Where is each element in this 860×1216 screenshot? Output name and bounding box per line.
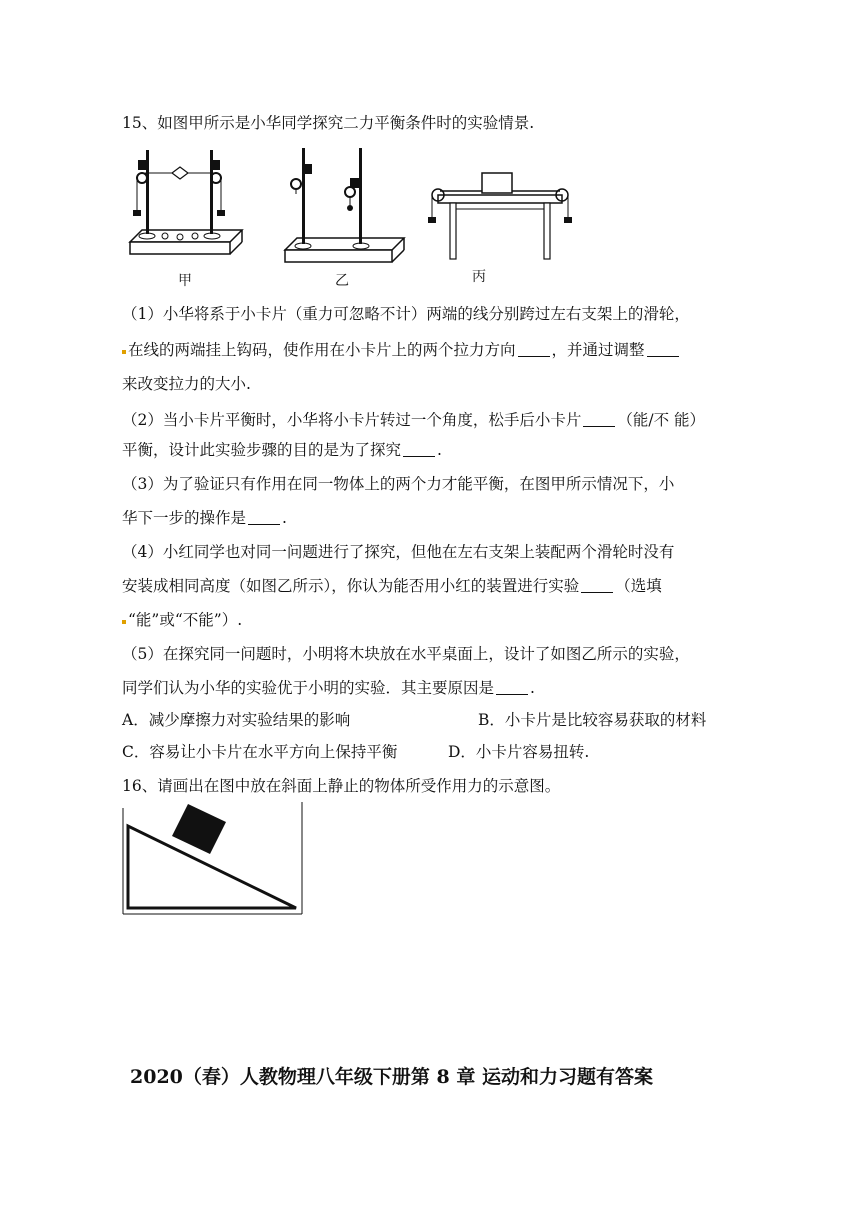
figure-yi-label: 乙: [335, 273, 349, 289]
option-b: B．小卡片是比较容易获取的材料: [478, 711, 707, 729]
q15-p5-line2: 同学们认为小华的实验优于小明的实验．其主要原因是 .: [122, 679, 535, 697]
incline-figure: [120, 800, 306, 918]
q15-p2-line2: 平衡，设计此实验步骤的目的是为了探究 .: [122, 441, 442, 459]
q15-p4-line1: （4）小红同学也对同一问题进行了探究，但他在左右支架上装配两个滑轮时没有: [122, 543, 675, 561]
answer-blank: [248, 510, 280, 525]
answer-blank: [403, 442, 435, 457]
figure-jia-label: 甲: [178, 273, 192, 289]
option-a: A．减少摩擦力对实验结果的影响: [122, 711, 351, 729]
q15-p3-line1: （3）为了验证只有作用在同一物体上的两个力才能平衡，在图甲所示情况下，小: [122, 475, 675, 493]
q15-p1-line3: 来改变拉力的大小.: [122, 375, 251, 393]
figure-bing: [420, 165, 580, 265]
q15-p2-line1: （2）当小卡片平衡时，小华将小卡片转过一个角度，松手后小卡片 （能/不 能）: [122, 411, 706, 429]
answer-blank: [583, 412, 615, 427]
q15-p4-line3: “能”或“不能”）.: [122, 610, 242, 630]
q16-title: 16、请画出在图中放在斜面上静止的物体所受作用力的示意图。: [122, 777, 561, 795]
section-heading: 2020（春）人教物理八年级下册第 8 章 运动和力习题有答案: [130, 1066, 653, 1088]
answer-blank: [647, 342, 679, 357]
option-d: D．小卡片容易扭转.: [448, 743, 590, 761]
answer-blank: [581, 578, 613, 593]
highlight-mark: [122, 350, 126, 354]
q15-p4-line2: 安装成相同高度（如图乙所示），你认为能否用小红的装置进行实验 （选填: [122, 577, 662, 595]
answer-blank: [518, 342, 550, 357]
highlight-mark: [122, 620, 126, 624]
q15-p1-line2: 在线的两端挂上钩码，使作用在小卡片上的两个拉力方向 ，并通过调整: [122, 340, 681, 360]
answer-blank: [496, 680, 528, 695]
q15-p3-line2: 华下一步的操作是 .: [122, 509, 287, 527]
figure-yi: [280, 142, 410, 274]
option-c: C．容易让小卡片在水平方向上保持平衡: [122, 743, 398, 761]
q15-p5-line1: （5）在探究同一问题时，小明将木块放在水平桌面上，设计了如图乙所示的实验，: [122, 645, 690, 663]
figure-bing-label: 丙: [472, 269, 486, 285]
figure-jia: [120, 142, 250, 274]
q15-p1-line1: （1）小华将系于小卡片（重力可忽略不计）两端的线分别跨过左右支架上的滑轮，: [122, 305, 690, 323]
q15-title: 15、如图甲所示是小华同学探究二力平衡条件时的实验情景.: [122, 114, 535, 132]
